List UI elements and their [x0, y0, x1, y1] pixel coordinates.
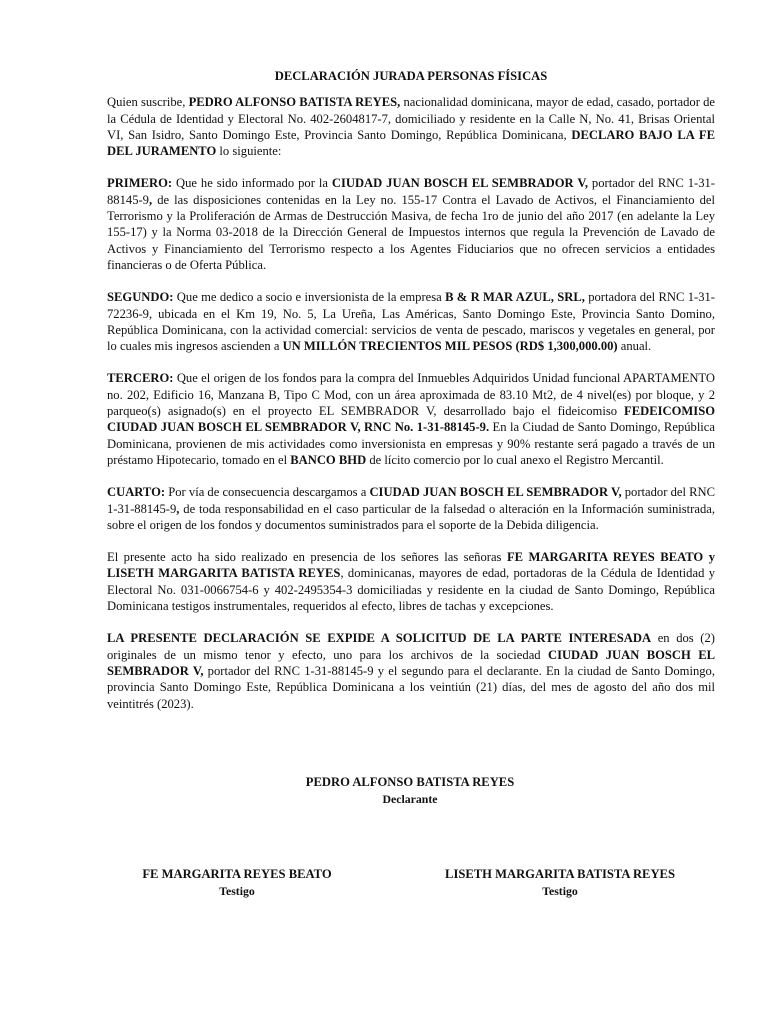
- oath-phrase: DECLARO BAJO LA FE DEL JURAMENTO: [107, 127, 715, 159]
- declarant-signature-role: Declarante: [382, 791, 438, 806]
- cuarto-label: CUARTO:: [107, 485, 166, 500]
- witness2-signature-role: Testigo: [542, 883, 578, 898]
- cierre-heading: LA PRESENTE DECLARACIÓN SE EXPIDE A SOLICITUD DE LA PARTE INTERESADA: [107, 631, 652, 646]
- tercero-label: TERCERO:: [107, 371, 174, 386]
- witness1-signature-role: Testigo: [219, 883, 255, 898]
- presencia-paragraph: [107, 549, 715, 614]
- tercero-paragraph: [107, 370, 715, 468]
- document-title: DECLARACIÓN JURADA PERSONAS FÍSICAS: [274, 69, 548, 83]
- tercero-text-1: Que el origen de los fondos para la compra del Inmuebles Adquiridos Unidad funcional APARTAMENTO no. 202, Edificio 16, Manzana B, Tipo C Mod, con un área aproximada de 83.10 Mt2, de 4 nivel(es) por bloque, y 2 parqueo(s) asignado(s) en el proyecto EL SEMBRADOR V, desarrollado bajo el fideicomiso: [107, 371, 715, 419]
- intro-text-3: lo siguiente:: [216, 144, 282, 159]
- segundo-text-3: anual.: [617, 339, 652, 354]
- intro-text-2: nacionalidad dominicana, mayor de edad, casado, portador de la Cédula de Identidad y Electoral No. 402-2604817-7, domiciliado y residente en la Calle N, No. 41, Brisas Oriental VI, San Isidro, Santo Domingo Este, Provincia Santo Domingo, República Dominicana,: [107, 95, 716, 142]
- cuarto-paragraph: [107, 484, 715, 533]
- witness2-signature-block: [405, 866, 715, 899]
- witness-names: FE MARGARITA REYES BEATO y LISETH MARGARITA BATISTA REYES: [107, 550, 715, 581]
- declarant-name: PEDRO ALFONSO BATISTA REYES,: [188, 95, 401, 110]
- witness2-signature-name: LISETH MARGARITA BATISTA REYES: [445, 867, 675, 881]
- tercero-bank: BANCO BHD: [290, 452, 367, 467]
- primero-text-1: Que he sido informado por la: [172, 176, 332, 191]
- tercero-trust: FEDEICOMISO CIUDAD JUAN BOSCH EL SEMBRADOR V, RNC No. 1-31-88145-9.: [107, 404, 715, 435]
- segundo-company: B & R MAR AZUL, SRL,: [445, 290, 585, 305]
- segundo-text-2: portadora del RNC 1-31-72236-9, ubicada en el Km 19, No. 5, La Ureña, Las Américas, Santo Domingo Este, Provincia Santo Domino, República Dominicana, con la actividad comercial: servicios de venta de pescado, mariscos y vegetales en general, por lo cuales mis ingresos ascienden a: [107, 290, 715, 354]
- cierre-entity: CIUDAD JUAN BOSCH EL SEMBRADOR V,: [107, 647, 715, 678]
- primero-text-2: portador del RNC 1-31-88145-9: [107, 176, 715, 207]
- intro-text-1: Quien suscribe,: [107, 95, 189, 110]
- cierre-paragraph: [107, 630, 715, 711]
- cuarto-entity: CIUDAD JUAN BOSCH EL SEMBRADOR V,: [369, 485, 622, 500]
- segundo-amount: UN MILLÓN TRECIENTOS MIL PESOS (RD$ 1,300,000.00): [282, 339, 618, 354]
- cuarto-text-3: de toda responsabilidad en el caso particular de la falsedad o alteración en la Información suministrada, sobre el origen de los fondos y documentos suministrados para el soporte de la Debida diligencia.: [107, 501, 715, 532]
- primero-paragraph: [107, 175, 715, 273]
- segundo-label: SEGUNDO:: [107, 290, 174, 305]
- witness1-signature-name: FE MARGARITA REYES BEATO: [142, 867, 332, 881]
- tercero-text-3: de lícito comercio por lo cual anexo el Registro Mercantil.: [366, 452, 664, 467]
- primero-label: PRIMERO:: [107, 176, 173, 191]
- presencia-text-2: , dominicanas, mayores de edad, portadoras de la Cédula de Identidad y Electoral No. 031-0066754-6 y 402-2495354-3 domiciliadas y residente en la ciudad de Santo Domingo, República Dominicana testigos instrumentales, requeridos al efecto, libres de tachas y excepciones.: [107, 566, 715, 614]
- witness1-signature-block: [92, 866, 382, 899]
- segundo-text-1: Que me dedico a socio e inversionista de la empresa: [173, 290, 446, 305]
- cuarto-text-2: portador del RNC 1-31-88145-9: [107, 485, 715, 516]
- document-body: [107, 68, 715, 728]
- cuarto-text-1: Por vía de consecuencia descargamos a: [165, 485, 370, 500]
- declarant-signature-block: [210, 774, 610, 807]
- primero-text-3: de las disposiciones contenidas en la Ley no. 155-17 Contra el Lavado de Activos, el Financiamiento del Terrorismo y la Proliferación de Armas de Destrucción Masiva, de fecha 1ro de junio del año 2017 (en adelante la Ley 155-17) y la Norma 03-2018 de la Dirección General de Impuestos internos que regula la Prevención de Lavado de Activos y Financiamiento del Terrorismo respecto a los Agentes Fiduciarios que no ofrecen servicios a entidades financieras o de Oferta Pública.: [107, 192, 715, 272]
- cuarto-comma: ,: [176, 501, 180, 516]
- presencia-text-1: El presente acto ha sido realizado en presencia de los señores las señoras: [107, 550, 507, 565]
- intro-paragraph: [107, 94, 715, 159]
- cierre-text-2: portador del RNC 1-31-88145-9 y el segundo para el declarante. En la ciudad de Santo Domingo, provincia Santo Domingo Este, República Dominicana a los veintiún (21) días, del mes de agosto del año dos mil veintitrés (2023).: [107, 663, 715, 711]
- primero-comma: ,: [148, 192, 153, 207]
- cierre-text-1: en dos (2) originales de un mismo tenor y efecto, uno para los archivos de la sociedad: [107, 631, 715, 662]
- declarant-signature-name: PEDRO ALFONSO BATISTA REYES: [305, 775, 515, 789]
- tercero-text-2: En la Ciudad de Santo Domingo, República Dominicana, provienen de mis actividades como inversionista en empresas y 90% restante será pagado a través de un préstamo Hipotecario, tomado en el: [107, 420, 715, 467]
- segundo-paragraph: [107, 289, 715, 354]
- primero-entity: CIUDAD JUAN BOSCH EL SEMBRADOR V,: [331, 176, 588, 191]
